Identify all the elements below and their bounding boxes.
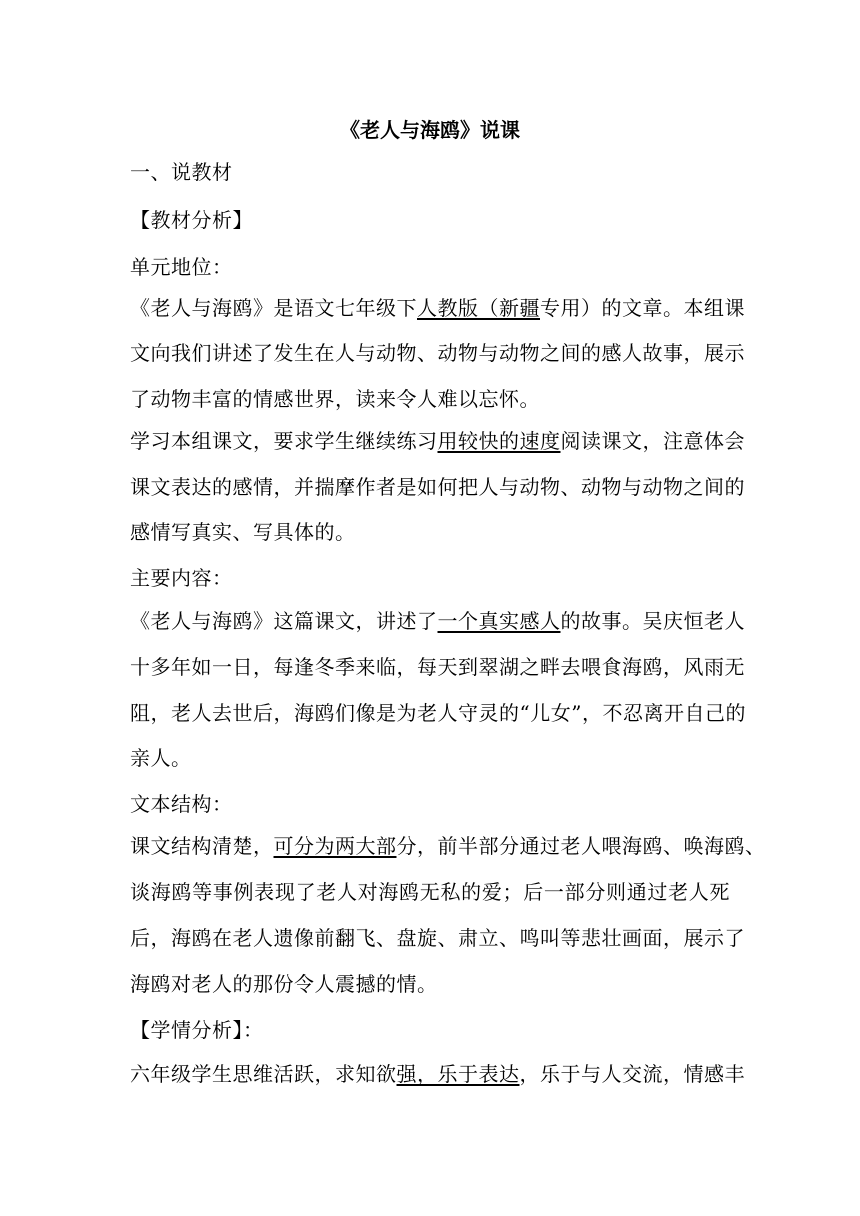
text-run: 《老人与海鸥》这篇课文，讲述了 (130, 609, 438, 633)
label-text-structure: 文本结构： (130, 792, 233, 816)
underlined-text: 人教版（新疆 (417, 296, 540, 320)
underlined-text: 一个真实感人 (437, 609, 561, 633)
paragraph-main-content-line-2: 十多年如一日，每逢冬季来临，每天到翠湖之畔去喂食海鸥，风雨无 (130, 655, 745, 679)
paragraph-student-analysis-line-1 (130, 1060, 745, 1088)
paragraph-unit-position-line-3: 了动物丰富的情感世界，读来令人难以忘怀。 (130, 387, 540, 411)
text-run: 阅读课文，注意体会 (560, 429, 745, 453)
paragraph-unit-position-line-1 (130, 294, 745, 322)
text-run: 六年级学生思维活跃，求知欲 (130, 1062, 397, 1086)
underlined-text: 可分为两大部 (273, 834, 397, 858)
section-student-analysis: 【学情分析】： (130, 1018, 264, 1042)
text-run: 的故事。吴庆恒老人 (560, 609, 745, 633)
label-unit-position: 单元地位： (130, 255, 233, 279)
text-run: 学习本组课文，要求学生继续练习 (130, 429, 438, 453)
label-main-content: 主要内容： (130, 566, 233, 590)
paragraph-study-requirement-line-1 (130, 427, 745, 455)
heading-teaching-material: 一、说教材 (130, 160, 233, 184)
text-run: 课文结构清楚， (130, 834, 274, 858)
paragraph-main-content-line-1 (130, 607, 745, 635)
underlined-text: 用较快的速度 (437, 429, 561, 453)
paragraph-unit-position-line-2: 文向我们讲述了发生在人与动物、动物与动物之间的感人故事，展示 (130, 341, 745, 365)
document-title: 《老人与海鸥》说课 (340, 118, 520, 142)
paragraph-text-structure-line-4: 海鸥对老人的那份令人震撼的情。 (130, 972, 438, 996)
paragraph-text-structure-line-1 (130, 832, 766, 860)
underlined-text: 强，乐于表达 (396, 1062, 520, 1086)
paragraph-study-requirement-line-2: 课文表达的感情，并揣摩作者是如何把人与动物、动物与动物之间的 (130, 475, 745, 499)
paragraph-main-content-line-3: 阻，老人去世后，海鸥们像是为老人守灵的“儿女”，不忍离开自己的 (130, 701, 746, 725)
paragraph-text-structure-line-2: 谈海鸥等事例表现了老人对海鸥无私的爱；后一部分则通过老人死 (130, 880, 730, 904)
section-textbook-analysis: 【教材分析】 (130, 208, 253, 232)
text-run: 分，前半部分通过老人喂海鸥、唤海鸥、 (396, 834, 766, 858)
paragraph-text-structure-line-3: 后，海鸥在老人遗像前翻飞、盘旋、肃立、鸣叫等悲壮画面，展示了 (130, 926, 745, 950)
text-run: 专用）的文章。本组课 (540, 296, 745, 320)
text-run: ，乐于与人交流，情感丰 (519, 1062, 745, 1086)
paragraph-study-requirement-line-3: 感情写真实、写具体的。 (130, 520, 356, 544)
paragraph-main-content-line-4: 亲人。 (130, 746, 192, 770)
text-run: 《老人与海鸥》是语文七年级下 (130, 296, 417, 320)
